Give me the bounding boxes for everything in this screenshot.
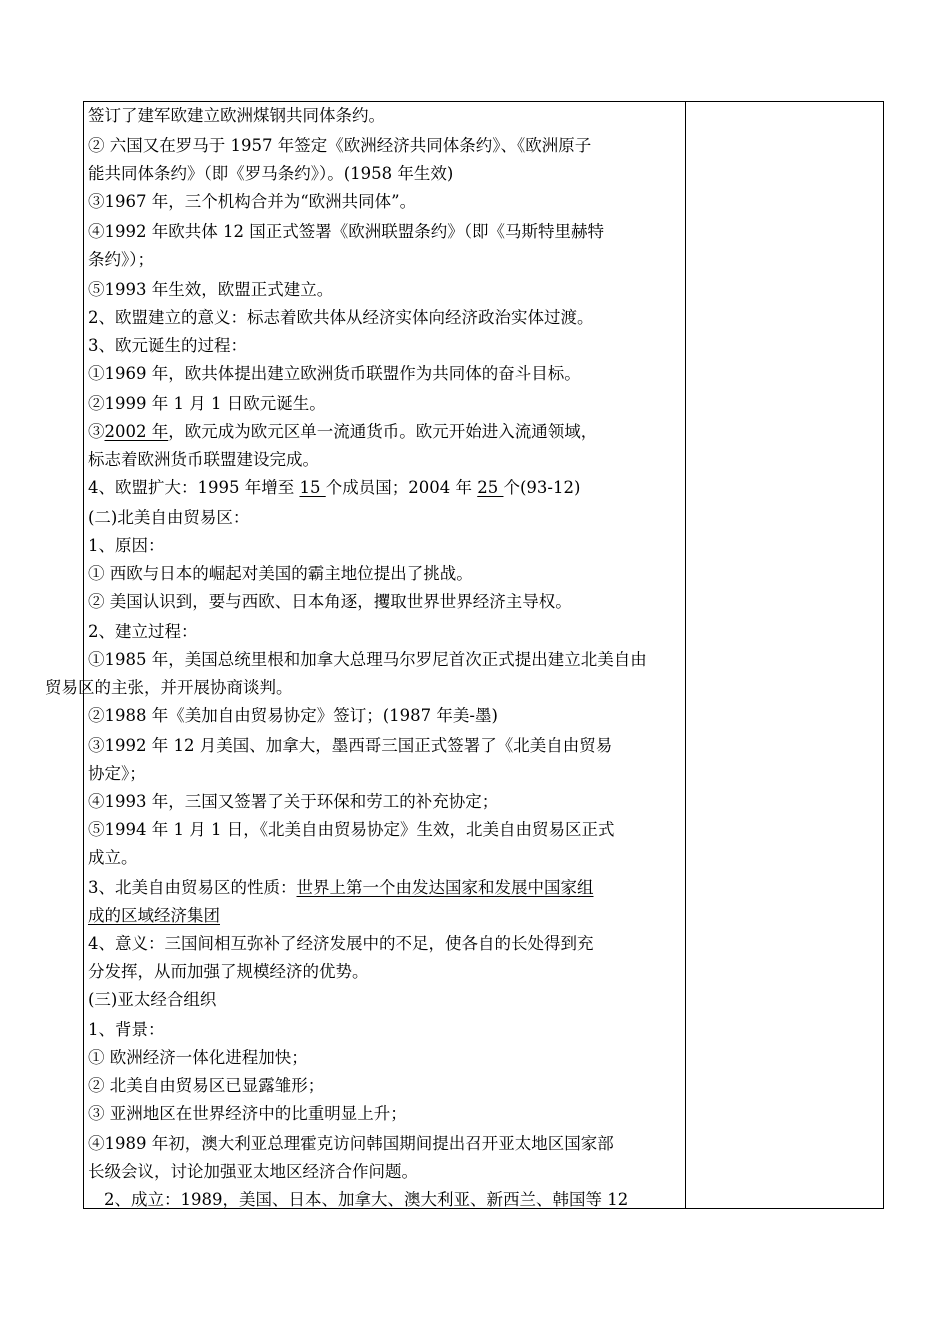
text-segment: 3、欧元诞生的过程： <box>88 336 247 355</box>
text-segment: 长级会议，讨论加强亚太地区经济合作问题。 <box>88 1162 418 1181</box>
underlined-text: 25 <box>477 478 504 497</box>
text-line <box>88 1076 324 1096</box>
text-line <box>88 536 165 556</box>
text-segment: ①1969 年，欧共体提出建立欧洲货币联盟作为共同体的奋斗目标。 <box>88 364 581 383</box>
text-segment: 个成员国；2004 年 <box>325 478 478 497</box>
text-line <box>88 250 154 270</box>
text-line <box>88 990 216 1010</box>
text-line <box>88 478 580 498</box>
text-line <box>88 280 333 300</box>
text-line <box>88 906 220 926</box>
text-segment: 能共同体条约》（即《罗马条约》）。(1958 年生效) <box>88 164 454 183</box>
text-segment: 3、北美自由贸易区的性质： <box>88 878 297 897</box>
text-segment: 分发挥，从而加强了规模经济的优势。 <box>88 962 369 981</box>
text-segment: ① 欧洲经济一体化进程加快； <box>88 1048 308 1067</box>
text-segment: ②1988 年《美加自由贸易协定》签订；(1987 年美-墨) <box>88 706 498 725</box>
underlined-text: 15 <box>299 478 326 497</box>
text-segment: 条约》）； <box>88 250 154 269</box>
text-line <box>88 1020 165 1040</box>
text-segment: 标志着欧洲货币联盟建设完成。 <box>88 450 319 469</box>
text-line <box>88 1048 308 1068</box>
text-segment: 个(93-12) <box>503 478 581 497</box>
text-segment: ① 西欧与日本的崛起对美国的霸主地位提出了挑战。 <box>88 564 473 583</box>
text-line <box>88 736 612 756</box>
text-line <box>88 422 597 442</box>
text-segment: ③ <box>88 422 105 441</box>
text-segment: ④1993 年，三国又签署了关于环保和劳工的补充协定； <box>88 792 499 811</box>
text-line <box>88 848 138 868</box>
text-segment: ，欧元成为欧元区单一流通货币。欧元开始进入流通领域， <box>168 422 598 441</box>
text-segment: (三)亚太经合组织 <box>88 990 217 1009</box>
underlined-text: 成的区域经济集团 <box>88 906 220 925</box>
text-segment: (二)北美自由贸易区： <box>88 508 250 527</box>
text-segment: ①1985 年，美国总统里根和加拿大总理马尔罗尼首次正式提出建立北美自由 <box>88 650 647 669</box>
text-line <box>88 564 473 584</box>
text-line <box>88 394 326 414</box>
text-line <box>88 450 319 470</box>
text-segment: 2、成立：1989，美国、日本、加拿大、澳大利亚、新西兰、韩国等 12 <box>104 1190 629 1209</box>
text-segment: ③1967 年，三个机构合并为“欧洲共同体”。 <box>88 192 417 211</box>
text-segment: ③ 亚洲地区在世界经济中的比重明显上升； <box>88 1104 407 1123</box>
text-segment: 成立。 <box>88 848 138 867</box>
text-line <box>88 650 647 670</box>
text-line <box>88 764 146 784</box>
text-segment: 协定》； <box>88 764 146 783</box>
underlined-text: 世界上第一个由发达国家和发展中国家组 <box>296 878 594 897</box>
text-line <box>88 878 594 898</box>
text-segment: ② 美国认识到，要与西欧、日本角逐，攫取世界世界经济主导权。 <box>88 592 572 611</box>
text-segment: ⑤1993 年生效，欧盟正式建立。 <box>88 280 334 299</box>
text-segment: 贸易区的主张，并开展协商谈判。 <box>45 678 293 697</box>
text-segment: ②1999 年 1 月 1 日欧元诞生。 <box>88 394 326 413</box>
text-line <box>88 136 591 156</box>
text-segment: ② 北美自由贸易区已显露雏形； <box>88 1076 325 1095</box>
text-segment: ⑤1994 年 1 月 1 日，《北美自由贸易协定》生效，北美自由贸易区正式 <box>88 820 615 839</box>
text-line <box>88 1104 407 1124</box>
text-line <box>88 336 247 356</box>
text-segment: 签订了建军欧建立欧洲煤钢共同体条约。 <box>88 106 385 125</box>
text-segment: ③1992 年 12 月美国、加拿大，墨西哥三国正式签署了《北美自由贸易 <box>88 736 613 755</box>
text-line <box>88 192 416 212</box>
text-segment: 2、建立过程： <box>88 622 198 641</box>
text-line <box>45 678 293 698</box>
text-line <box>88 962 369 982</box>
text-line <box>88 934 594 954</box>
text-line <box>88 164 453 184</box>
text-segment: ④1992 年欧共体 12 国正式签署《欧洲联盟条约》（即《马斯特里赫特 <box>88 222 604 241</box>
text-line <box>88 706 498 726</box>
text-segment: 4、意义：三国间相互弥补了经济发展中的不足，使各自的长处得到充 <box>88 934 594 953</box>
text-segment: ② 六国又在罗马于 1957 年签定《欧洲经济共同体条约》、《欧洲原子 <box>88 136 592 155</box>
text-line <box>88 622 198 642</box>
text-line <box>88 592 572 612</box>
text-line <box>88 1134 614 1154</box>
table-column-divider <box>685 101 686 1209</box>
text-line <box>88 364 581 384</box>
text-segment: ④1989 年初，澳大利亚总理霍克访问韩国期间提出召开亚太地区国家部 <box>88 1134 614 1153</box>
text-line <box>88 308 594 328</box>
text-line <box>88 106 385 126</box>
text-line <box>88 222 604 242</box>
text-line <box>88 792 498 812</box>
text-segment: 4、欧盟扩大：1995 年增至 <box>88 478 300 497</box>
text-line <box>104 1190 628 1210</box>
text-line <box>88 820 614 840</box>
underlined-text: 2002 年 <box>104 422 169 441</box>
text-line <box>88 1162 418 1182</box>
text-segment: 1、背景： <box>88 1020 165 1039</box>
text-line <box>88 508 249 528</box>
text-segment: 1、原因： <box>88 536 165 555</box>
text-segment: 2、欧盟建立的意义：标志着欧共体从经济实体向经济政治实体过渡。 <box>88 308 594 327</box>
